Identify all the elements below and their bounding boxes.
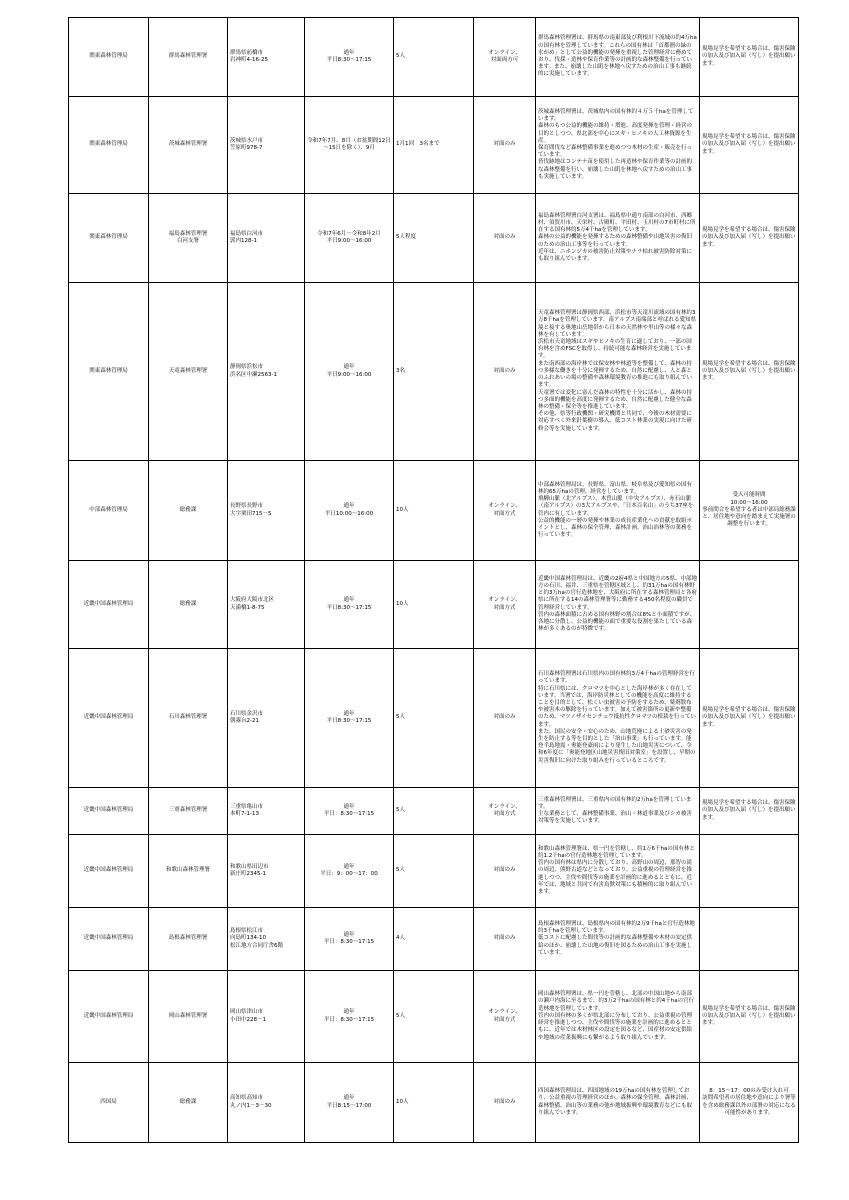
address-cell: 長野県長野市 大字栗田715－5 — [228, 461, 305, 561]
table-row — [69, 788, 799, 835]
office-cell: 和歌山森林管理署 — [149, 835, 228, 908]
note-cell — [700, 908, 799, 971]
address-cell: 群馬県前橋市 岩神町4-16-25 — [228, 18, 305, 97]
note-cell — [700, 561, 799, 649]
table-row — [69, 908, 799, 971]
period-cell: 令和7年6月～令和8年2月 平日9:00～16:00 — [305, 194, 394, 283]
note-cell: 現場見学を希望する場合は、傷害保険の加入及び加入届（写し）を提出願います。 — [700, 788, 799, 835]
note-cell: 現場見学を希望する場合は、傷害保険の加入及び加入届（写し）を提出願います。 — [700, 18, 799, 97]
internship-table — [68, 17, 799, 1143]
bureau-cell: 近畿中国森林管理局 — [69, 835, 149, 908]
office-cell: 総務課 — [149, 461, 228, 561]
note-cell: 受入可能時間 10:00～16:00 事前問合を希望する者は中部局総務課と、居住地や意向を踏まえて実施署の調整を行います。 — [700, 461, 799, 561]
description-cell: 石川森林管理署は石川県内の国有林約3万4千haの管理経営を行っています。 特に石川県には、クロマツを中心とした海岸林が多く存在しています。当署では、海岸防災林としての機能を高度に維持することを目的として、松くい虫被害の予防をするため、薬剤散布や被害木の駆除を行っています。加えて被害箇所の更新や整備のため、マツノザイセンチュウ抵抗性クロマツの植栽を行っています。 また、国民の安全・安心のため、山地荒廃による土砂災害の発生を防止する等を目的とした「治山事業」も行っています。能登半島地震・奥能登豪雨により発生した山地災害について、令和6年度に「奥能登地区山地災害復旧対策室」を設置し、早期の災害復旧に向けた取り組みを行っているところです。 — [536, 649, 700, 788]
office-cell: 群馬森林管理署 — [149, 18, 228, 97]
capacity-cell: 4人 — [394, 908, 474, 971]
period-cell: 通年 平日8:30～17:15 — [305, 561, 394, 649]
note-cell: 現場見学を希望する場合は、傷害保険の加入及び加入届（写し）を提出願います。 — [700, 97, 799, 194]
method-cell: 対面のみ — [474, 649, 536, 788]
bureau-cell: 近畿中国森林管理局 — [69, 561, 149, 649]
address-cell: 茨城県水戸市 笠原町978-7 — [228, 97, 305, 194]
period-cell: 通年 平日8:30～17:15 — [305, 18, 394, 97]
capacity-cell: 5人 — [394, 971, 474, 1063]
table-row — [69, 649, 799, 788]
note-cell — [700, 835, 799, 908]
bureau-cell: 中部森林管理局 — [69, 461, 149, 561]
capacity-cell: 5人 — [394, 18, 474, 97]
table-row — [69, 97, 799, 194]
method-cell: 対面のみ — [474, 97, 536, 194]
bureau-cell: 関東森林管理局 — [69, 194, 149, 283]
office-cell: 総務課 — [149, 561, 228, 649]
capacity-cell: 5人程度 — [394, 194, 474, 283]
method-cell: 対面のみ — [474, 1063, 536, 1143]
bureau-cell: 近畿中国森林管理局 — [69, 649, 149, 788]
period-cell: 通年 平日：8:30～17:15 — [305, 788, 394, 835]
note-cell: 現場見学を希望する場合は、傷害保険の加入及び加入届（写し）を提出願います。 — [700, 283, 799, 461]
bureau-cell: 近畿中国森林管理局 — [69, 908, 149, 971]
capacity-cell: 5人 — [394, 788, 474, 835]
bureau-cell: 関東森林管理局 — [69, 97, 149, 194]
office-cell: 天竜森林管理署 — [149, 283, 228, 461]
capacity-cell: 5人 — [394, 835, 474, 908]
period-cell: 通年 平日9:00～16:00 — [305, 283, 394, 461]
method-cell: 対面のみ — [474, 835, 536, 908]
period-cell: 通年 平日：9：00～17：00 — [305, 835, 394, 908]
method-cell: オンライン、 対面方式 — [474, 561, 536, 649]
description-cell: 群馬森林管理署は、群馬県の南東部及び利根川下流域の約4万haの国有林を管理しています。これらの国有林は「首都圏の緑の水がめ」として公益的機能の発揮を重視した管理経営に務めており、伐採・造林や保育作業等の計画的な森林整備を行っています。また、崩壊した山肌を林地へ戻すための治山工事も継続的に実施しています。 — [536, 18, 700, 97]
period-cell: 通年 平日8:15～17:00 — [305, 1063, 394, 1143]
note-cell: 8：15～17：00のみ受け入れ可 訪問希望者の居住地や意向により署等を含め総務課以外の部署の対応になる可能性があります。 — [700, 1063, 799, 1143]
table-row — [69, 18, 799, 97]
address-cell: 高知県高知市 丸ノ内1－3－30 — [228, 1063, 305, 1143]
period-cell: 通年 平日：8:30～17:15 — [305, 971, 394, 1063]
method-cell: オンライン、 対面方式 — [474, 788, 536, 835]
method-cell: オンライン、 対面方式 — [474, 461, 536, 561]
bureau-cell: 近畿中国森林管理局 — [69, 971, 149, 1063]
address-cell: 大阪府大阪市北区 天満橋1-8-75 — [228, 561, 305, 649]
table-row — [69, 283, 799, 461]
table-row — [69, 461, 799, 561]
office-cell: 茨城森林管理署 — [149, 97, 228, 194]
address-cell: 島根県松江市 向島町134-10 松江地方合同庁舎6階 — [228, 908, 305, 971]
capacity-cell: 10人 — [394, 1063, 474, 1143]
description-cell: 中部森林管理局は、長野県、富山県、岐阜県及び愛知県の国有林約65万haの管理、経営をしています。 飛騨山脈（北アルプス）、木曽山脈（中央アルプス）、赤石山脈（南アルプス）の3大アルプスや、「日本百名山」のうち37座を管内に有しています。 公益的機能の一層の発揮や林業の成長産業化への貢献を取組ポイントとし、森林の保全管理、森林計画、治山治林等の業務を行っています。 — [536, 461, 700, 561]
capacity-cell: 10人 — [394, 461, 474, 561]
office-cell: 石川森林管理署 — [149, 649, 228, 788]
description-cell: 岡山森林管理署は、県一円を管轄し、北部の中国山地から南部の瀬戸内海に至るまで、約3万2千haの国有林と約4千haの官行造林地を管理しています。 管内の国有林の多くが県北部に分布しており、公益重視の管理経営を推進しつつ、主伐や間伐等の施業を計画的に進めるとともに、近年では木材林区の設定を図るなど、国産材の安定供給や地域の産業振興にも繋がるよう取り組んでいます。 — [536, 971, 700, 1063]
office-cell: 三重森林管理署 — [149, 788, 228, 835]
method-cell: 対面のみ — [474, 908, 536, 971]
description-cell: 福島森林管理署白河支署は、福島県中通り南部の白河市、西郷村、須賀川市、天栄村、古殿町、平田村、玉川村の7市町村に所在する国有林約5万4千haを管理しています。 森林の公益的機能を発揮するための森林整備や山地災害の復旧のための治山工事等を行っています。 近年は、ニホンジカの被害防止対策やナラ枯れ被害防除対策にも取り組んでいます。 — [536, 194, 700, 283]
bureau-cell: 関東森林管理局 — [69, 283, 149, 461]
table-row — [69, 561, 799, 649]
period-cell: 通年 平日：8:30～17:15 — [305, 908, 394, 971]
capacity-cell: 10人 — [394, 561, 474, 649]
bureau-cell: 四国局 — [69, 1063, 149, 1143]
bureau-cell: 関東森林管理局 — [69, 18, 149, 97]
address-cell: 福島県白河市 郭内128-1 — [228, 194, 305, 283]
note-cell: 現場見学を希望する場合は、傷害保険の加入及び加入届（写し）を提出願います。 — [700, 194, 799, 283]
table-row — [69, 971, 799, 1063]
office-cell: 福島森林管理署 白河支署 — [149, 194, 228, 283]
description-cell: 島根森林管理署は、島根県内の国有林約2万9千haと官行造林地約3千haを管理しています。 低コストに配慮した間伐等の計画的な森林整備や木材の安定供給のほか、崩壊した山地の復旧を図るための治山工事を実施しています。 — [536, 908, 700, 971]
office-cell: 島根森林管理署 — [149, 908, 228, 971]
table-row — [69, 194, 799, 283]
capacity-cell: 3名 — [394, 283, 474, 461]
capacity-cell: 5人 — [394, 649, 474, 788]
description-cell: 茨城森林管理署は、茨城県内の国有林約４万５千haを管理しています。 森林のもつ公益的機能の維持・増進、高度発揮を管理・経営の目的としつつ、県北部を中心にスギ・ヒノキの人工林資源を生産。 保育間伐など森林整備事業を進めつつ木材の生産・販売を行っています。 皆伐跡地はコンテナ苗を使用した再造林や保育作業等の計画的な森林整備を行い、崩壊した山肌を林地へ戻すための治山工事も実施しています。 — [536, 97, 700, 194]
office-cell: 総務課 — [149, 1063, 228, 1143]
office-cell: 岡山森林管理署 — [149, 971, 228, 1063]
capacity-cell: 1月1回 3名まで — [394, 97, 474, 194]
period-cell: 通年 平日10:00～16:00 — [305, 461, 394, 561]
description-cell: 近畿中国森林管理局は、近畿の2府4県と中国地方の5県、中部地方の石川、福井、三重県を管轄区域とし、約31万haの国有林野と約3万haの官行造林地を、大阪府に所在する森林管理局と各府県に所在する14の森林管理署等に勤務する450名程度の職員で管理経営しています。 管内の森林面積に占める国有林野の割合は8%と小面積ですが、各地に分散し、公益的機能の面で重要な役割を果たしている森林が多くあるのが特徴です。 — [536, 561, 700, 649]
table-body — [69, 18, 799, 1143]
description-cell: 和歌山森林管理署は、県一円を管轄し、約1万6千haの国有林と約1.2千haの官行造林地を管理しています。 管内の国有林は県内に分散しており、高野山の周辺、那智の滝の周辺、熊野古道などとなっており、公益重視の管理経営を推進しつつ、主伐や間伐等の施業を計画的に進めるとともに、近年では、地域と共同で有害鳥獣対策にも積極的に取り組んでいます。 — [536, 835, 700, 908]
address-cell: 石川県金沢市 朝霧台2-21 — [228, 649, 305, 788]
method-cell: 対面のみ — [474, 283, 536, 461]
description-cell: 四国森林管理局は、四国地域の19万haの国有林を管理しており、公益重視の管理経営のほか、森林の保全管理、森林計画、森林整備、治山等の業務の他か地域振興や環境教育などにも取り組んでいます。 — [536, 1063, 700, 1143]
method-cell: 対面のみ — [474, 194, 536, 283]
period-cell: 通年 平日8:30～17:15 — [305, 649, 394, 788]
table-row — [69, 835, 799, 908]
address-cell: 三重県亀山市 本町7-1-13 — [228, 788, 305, 835]
address-cell: 和歌山県田辺市 新庄町2345-1 — [228, 835, 305, 908]
address-cell: 静岡県浜松市 浜名区中瀬2563-1 — [228, 283, 305, 461]
method-cell: オンライン、 対面両方可 — [474, 18, 536, 97]
bureau-cell: 近畿中国森林管理局 — [69, 788, 149, 835]
table-row — [69, 1063, 799, 1143]
description-cell: 三重森林管理署は、三重県内の国有林約2万haを管理しています。 主な業務として、森林整備事業、治山・林道事業及びシカ被害対策等を実施しています。 — [536, 788, 700, 835]
period-cell: 令和7年7月、8月（お盆期間12日～15日を除く）、9月 — [305, 97, 394, 194]
method-cell: オンライン、 対面方式 — [474, 971, 536, 1063]
note-cell: 現場見学を希望する場合は、傷害保険の加入及び加入届（写し）を提出願います。 — [700, 649, 799, 788]
note-cell: 現場見学を希望する場合は、傷害保険の加入及び加入届（写し）を提出願います。 — [700, 971, 799, 1063]
description-cell: 天竜森林管理署は静岡県西部、浜松市等天竜川流域の国有林約3万8千haを管理しています。南アルプス南端部と呼ばれる愛知県境と接する奥地山岳地帯から日本の天然林や里山等の様々な森林を有しています。 浜松市天竜地域はスギやヒノキの生育に適しており、一部の国有林を含めFSCを取得し、持続可能な森林経営を実施しています。 また南西部の海岸林では保安林や林道等を整備して、森林の持つ多様な働きを十分に発揮するため、自然に配慮し、人と森とのふれあいの場の整備や森林環境教育の推進にも取り組んでいます。 天竜署では変化に富んだ森林の特性を十分に活かし、森林の持つ多面的機能を高度に発揮するため、自然に配慮した健全な森林の整備・保全等を推進しています。 その他、県等行政機関・研究機関と共同で、今後の木材需要に対応すべく外来針葉樹の導入、低コスト林業の実現に向けた研修会等を実施しています。 — [536, 283, 700, 461]
address-cell: 岡山県津山市 小田中228－1 — [228, 971, 305, 1063]
